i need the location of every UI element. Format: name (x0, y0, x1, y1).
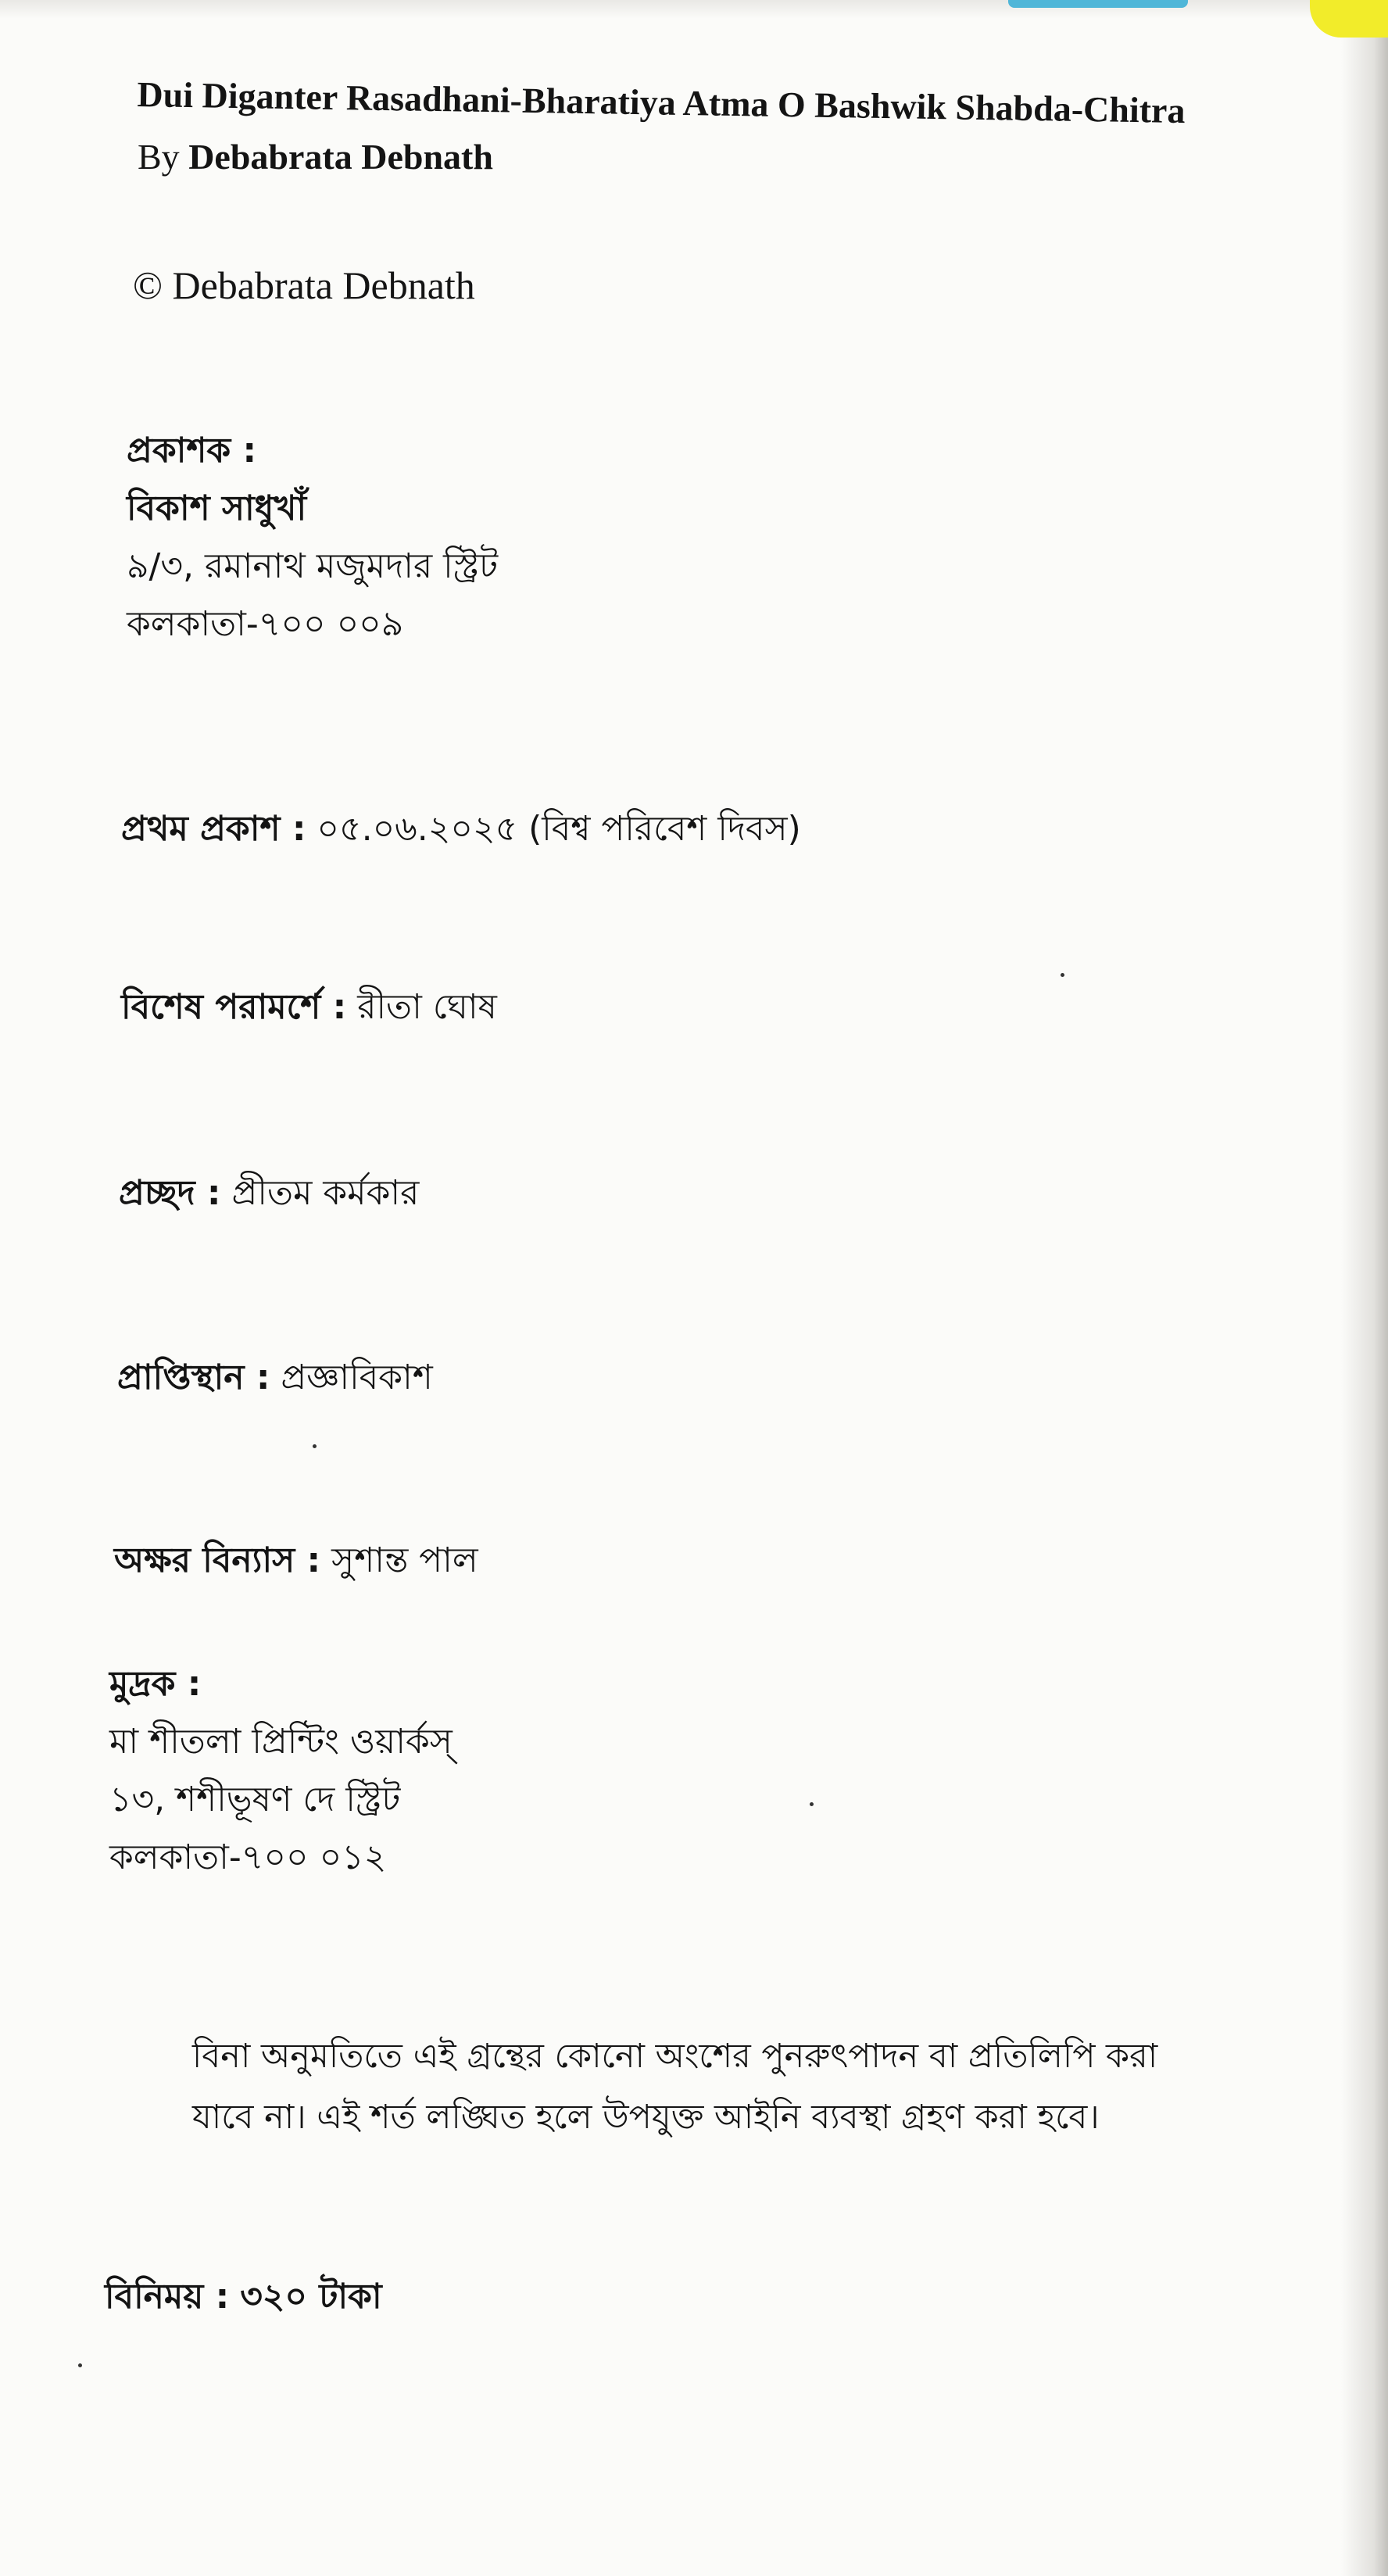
publisher-address-line1: ৯/৩, রমানাথ মজুমদার স্ট্রিট (127, 546, 499, 586)
cover-artist-line (119, 1165, 419, 1222)
first-edition-label: প্রথম প্রকাশ : (121, 809, 306, 849)
printer-block (109, 1655, 453, 1887)
copyright-line: © Debabrata Debnath (133, 263, 475, 307)
publisher-name: বিকাশ সাধুখাঁ (127, 488, 307, 528)
cover-label: প্রচ্ছদ : (119, 1173, 221, 1213)
printer-address-line1: ১৩, শশীভূষণ দে স্ট্রিট (109, 1780, 401, 1819)
price-value: ৩২০ টাকা (240, 2277, 382, 2317)
author-line (138, 134, 493, 180)
publisher-heading: প্রকাশক : (127, 431, 257, 470)
printer-address-line2: কলকাতা-৭০০ ০১২ (109, 1837, 387, 1877)
typesetting-label: অক্ষর বিন্যাস : (114, 1540, 321, 1580)
print-speck (313, 1444, 317, 1448)
cover-value: প্রীতম কর্মকার (231, 1173, 420, 1213)
availability-line (117, 1349, 433, 1407)
notice-line2: যাবে না। এই শর্ত লঙ্ঘিত হলে উপযুক্ত আইনি ব্যবস্থা গ্রহণ করা হবে। (192, 2098, 1100, 2137)
by-label: By (138, 137, 180, 177)
publisher-address-line2: কলকাতা-৭০০ ০০৯ (127, 604, 404, 644)
copyright-notice (192, 2026, 1193, 2148)
blue-sticky-tab (1008, 0, 1188, 8)
advisor-line (121, 979, 497, 1036)
print-speck (78, 2363, 82, 2367)
first-edition-value: ০৫.০৬.২০২৫ (বিশ্ব পরিবেশ দিবস) (317, 809, 801, 849)
notice-line1: বিনা অনুমতিতে এই গ্রন্থের কোনো অংশের পুনরুৎপাদন বা প্রতিলিপি করা (192, 2037, 1158, 2076)
advisor-label: বিশেষ পরামর্শে : (121, 987, 347, 1027)
print-speck (1061, 973, 1064, 977)
author-name: Debabrata Debnath (188, 137, 493, 177)
availability-value: প্রজ্ঞাবিকাশ (281, 1358, 433, 1397)
typesetting-value: সুশান্ত পাল (331, 1540, 478, 1580)
print-speck (810, 1802, 814, 1806)
price-line (105, 2268, 382, 2326)
availability-label: প্রাপ্তিস্থান : (117, 1358, 270, 1397)
price-label: বিনিময় : (105, 2277, 230, 2317)
yellow-sticky-tab (1310, 0, 1388, 38)
book-title-english: Dui Diganter Rasadhani-Bharatiya Atma O Bashwik Shabda-Chitra (137, 73, 1186, 131)
advisor-value: রীতা ঘোষ (357, 987, 497, 1027)
page-right-edge (1341, 0, 1388, 2576)
typesetting-line (114, 1532, 478, 1590)
publisher-block (127, 422, 498, 653)
printer-heading: মুদ্রক : (109, 1664, 202, 1704)
printer-name: মা শীতলা প্রিন্টিং ওয়ার্কস্ (109, 1722, 453, 1762)
first-edition-line (121, 800, 801, 858)
